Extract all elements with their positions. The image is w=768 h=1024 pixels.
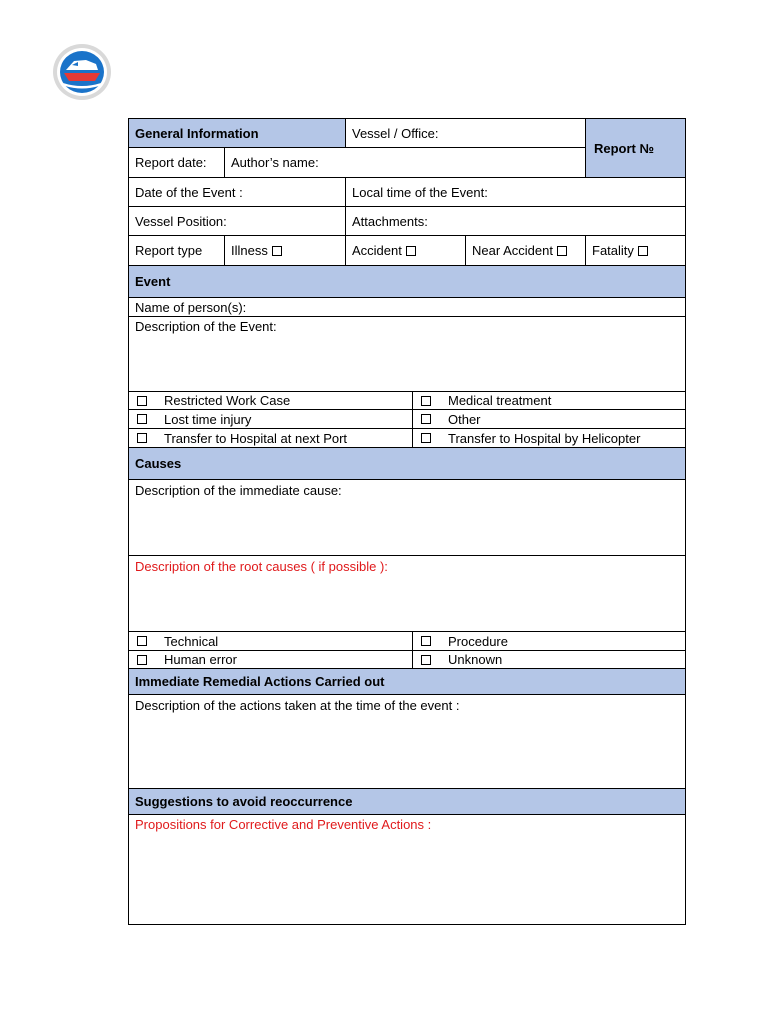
- report-type-fatality[interactable]: [586, 236, 685, 266]
- report-type-accident[interactable]: [346, 236, 466, 266]
- option-label: Medical treatment: [448, 393, 552, 408]
- report-type-label: Report type: [129, 236, 225, 266]
- report-number-field[interactable]: Report №: [586, 119, 685, 178]
- fatality-checkbox[interactable]: [638, 246, 648, 256]
- near-accident-label: Near Accident: [472, 243, 553, 258]
- attachments-field[interactable]: Attachments:: [346, 207, 685, 236]
- option-restricted-work-case[interactable]: [129, 392, 413, 410]
- option-label: Technical: [164, 633, 219, 649]
- author-name-field[interactable]: Author’s name:: [225, 148, 586, 178]
- suggestions-header: Suggestions to avoid reoccurrence: [129, 789, 685, 815]
- event-header: Event: [129, 266, 685, 298]
- immediate-cause-field[interactable]: Description of the immediate cause:: [129, 480, 685, 556]
- option-transfer-helicopter[interactable]: [413, 429, 685, 448]
- checkbox[interactable]: [421, 433, 431, 443]
- option-transfer-next-port[interactable]: [129, 429, 413, 448]
- propositions-field[interactable]: Propositions for Corrective and Preventive Actions :: [135, 817, 432, 832]
- option-label: Unknown: [448, 652, 503, 667]
- near-accident-checkbox[interactable]: [557, 246, 567, 256]
- name-of-persons-field[interactable]: Name of person(s):: [129, 298, 685, 317]
- date-of-event-field[interactable]: Date of the Event :: [129, 178, 346, 207]
- illness-label: Illness: [231, 243, 268, 258]
- cause-technical[interactable]: [129, 632, 413, 651]
- checkbox[interactable]: [421, 396, 431, 406]
- option-label: Transfer to Hospital at next Port: [164, 430, 348, 446]
- checkbox[interactable]: [421, 414, 431, 424]
- cause-procedure[interactable]: [413, 632, 685, 651]
- fatality-label: Fatality: [592, 243, 634, 258]
- checkbox[interactable]: [137, 414, 147, 424]
- checkbox[interactable]: [137, 433, 147, 443]
- option-label: Transfer to Hospital by Helicopter: [448, 430, 641, 446]
- report-type-near-accident[interactable]: [466, 236, 586, 266]
- option-other[interactable]: [413, 410, 685, 429]
- accident-label: Accident: [352, 243, 402, 258]
- incident-report-form: [128, 118, 686, 925]
- checkbox[interactable]: [421, 655, 431, 665]
- actions-description-field[interactable]: Description of the actions taken at the time of the event :: [129, 695, 685, 789]
- cause-unknown[interactable]: [413, 651, 685, 669]
- causes-header: Causes: [129, 448, 685, 480]
- option-label: Procedure: [448, 633, 508, 649]
- option-label: Restricted Work Case: [164, 393, 291, 408]
- general-information-header: General Information: [129, 119, 346, 148]
- report-date-field[interactable]: Report date:: [129, 148, 225, 178]
- checkbox[interactable]: [137, 655, 147, 665]
- report-type-illness[interactable]: [225, 236, 346, 266]
- ship-logo-icon: [52, 43, 112, 101]
- checkbox[interactable]: [421, 636, 431, 646]
- vessel-position-field[interactable]: Vessel Position:: [129, 207, 346, 236]
- company-logo: [52, 43, 112, 101]
- option-medical-treatment[interactable]: [413, 392, 685, 410]
- cause-human-error[interactable]: [129, 651, 413, 669]
- event-description-field[interactable]: Description of the Event:: [129, 317, 685, 392]
- option-label: Lost time injury: [164, 411, 252, 427]
- illness-checkbox[interactable]: [272, 246, 282, 256]
- option-label: Human error: [164, 652, 237, 667]
- option-label: Other: [448, 411, 481, 427]
- accident-checkbox[interactable]: [406, 246, 416, 256]
- checkbox[interactable]: [137, 396, 147, 406]
- vessel-office-field[interactable]: Vessel / Office:: [346, 119, 586, 148]
- root-causes-field[interactable]: Description of the root causes ( if possible ):: [129, 556, 685, 632]
- local-time-field[interactable]: Local time of the Event:: [346, 178, 685, 207]
- option-lost-time-injury[interactable]: [129, 410, 413, 429]
- remedial-actions-header: Immediate Remedial Actions Carried out: [129, 669, 685, 695]
- checkbox[interactable]: [137, 636, 147, 646]
